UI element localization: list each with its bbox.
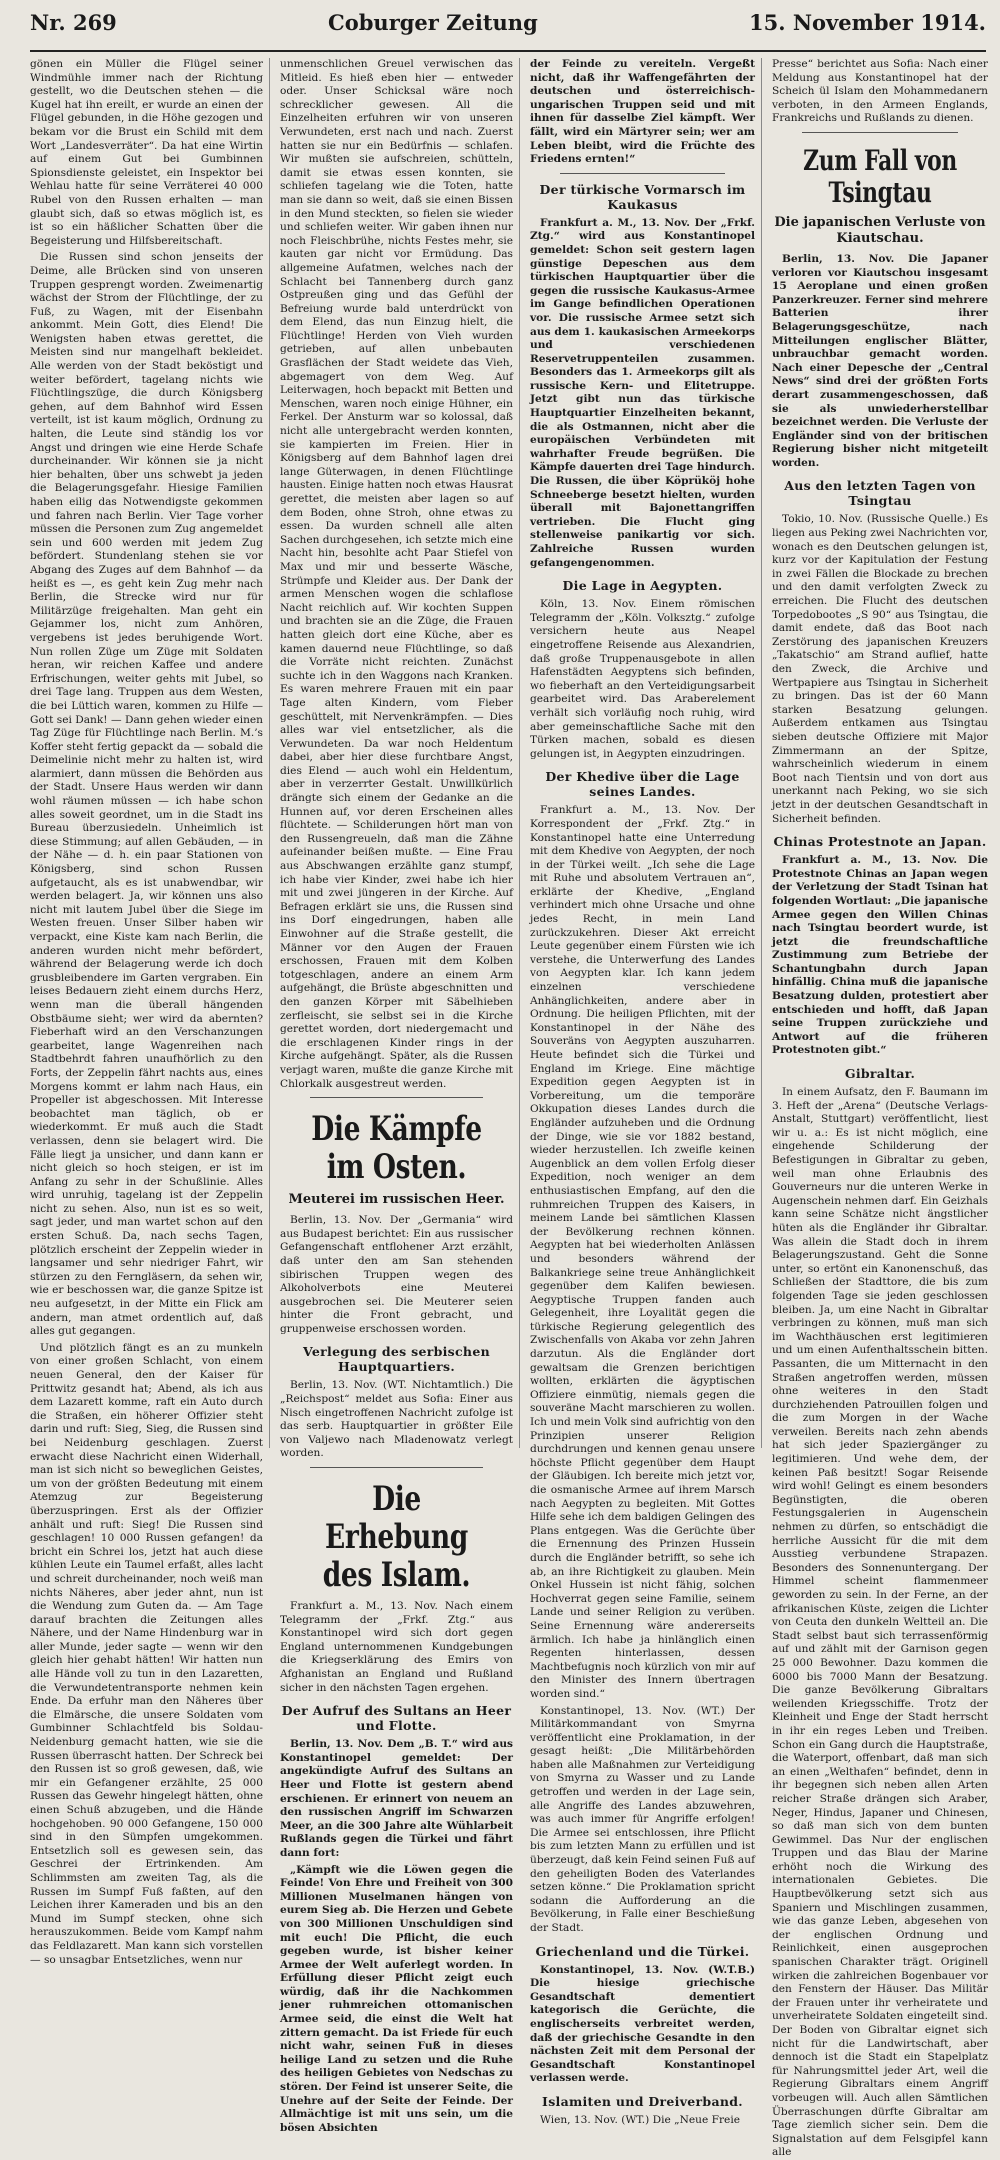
- divider: [802, 132, 958, 133]
- paragraph: der Feinde zu vereiteln. Vergeßt nicht, daß ihr Waffengefährten der deutschen und österreichisch-ungarischen Truppen seid und mit ihnen für dasselbe Ziel kämpft. Wer fällt, wird ein Märtyrer sein; wer am Leben bleibt, wird die Früchte des Friedens ernten!“: [530, 58, 755, 166]
- section-heading: Verlegung des serbischen Hauptquartiers.: [303, 1344, 490, 1375]
- article-columns: [30, 58, 988, 2159]
- section-heading: Die Lage in Aegypten.: [562, 578, 723, 594]
- paragraph: Die Russen sind schon jenseits der Deime, alle Brücken sind von unseren Truppen gesprengt worden. Zweimenartig wächst der Strom der Flüchtlinge, der zu Fuß, zu Wagen, mit der Eisenbahn ankommt. Mein Gott, dies Elend! Die Wenigsten haben etwas gerettet, die Meisten sind nur mangelhaft bekleidet. Alle werden von der Stadt beköstigt und weiter befördert, tagelang nichts wie Flüchtlingszüge, die durch Königsberg gehen, auf dem Bahnhof wird Essen verteilt, ist ist kaum möglich, Ordnung zu halten, die Leute sind ständig los vor Angst und dringen wie eine Herde Schafe durcheinander. Wir können sie ja nicht hier behalten, über uns schwebt ja jeden die Belagerungsgefahr. Hiesige Familien haben eilig das Notwendigste gekommen und fahren nach Berlin. Vier Tage vorher müssen die Personen zum Zug angemeldet sein und 600 werden mit jedem Zug befördert. Stundenlang stehen sie vor Abgang des Zuges auf dem Bahnhof — da heißt es —, es geht kein Zug mehr nach Berlin, die Strecke wird nur für Militärzüge freigehalten. Man geht ein Gejammer los, nicht zum Anhören, vergebens ist jedes beruhigende Wort. Nun rollen Züge um Züge mit Soldaten heran, wir reichen Kaffee und andere Erfrischungen, weiter gehts mit Jubel, so drei Tage lang. Truppen aus dem Westen, die bei Lüttich waren, kommen zu Hilfe — Gott sei Dank! — Dann gehen wieder einen Tag Züge für Flüchtlinge nach Berlin. M.’s Koffer steht fertig gepackt da — sobald die Deimelinie nicht mehr zu halten ist, wird alarmiert, dann müssen die Behörden aus der Stadt. Unsere Haus werden wir dann wohl räumen müssen — ich habe schon alles soweit geordnet, um in die Stadt ins Bureau überzusiedeln. Unheimlich ist diese Stimmung; auf allen Gebäuden, — in der Nähe — d. h. ein paar Stationen von Königsberg, sind schon Russen aufgetaucht, als es ist unabwendbar, wir werden belagert. Ja, wir können uns also nicht mit lautem Jubel über die Siege im Westen freuen. Unser Silber haben wir verpackt, eine Kiste kam nach Berlin, die anderen wurden nicht mehr befördert, während der Belagerung werde ich doch grusbleibendere im Garten vergraben. Ein leises Bedauern zieht einem durchs Herz, wenn man die überall hängenden Obstbäume sieht; wer wird da abernten? Fieberhaft wird an den Verschanzungen gearbeitet, lange Wagenreihen nach Stadtbehrdt fahren unaufhörlich zu den Forts, der Zeppelin fährt nachts aus, eines Morgens kommt er lahm nach Haus, ein Propeller ist abgeschossen. Mit Interesse beobachtet man täglich, ob er wiederkommt. Er muß auch die Stadt verlassen, denn sie belagert wird. Die Fälle liegt ja unsicher, und dann kann er nicht gleich so hoch steigen, er ist im Anfang zu sehr in der Schußlinie. Alles wird unruhig, tagelang ist der Zeppelin nicht zu sehen. Also, nun ist es so weit, sagt jeder, und man wartet schon auf den ersten Schuß. Da, nach sechs Tagen, plötzlich erscheint der Zeppelin wieder in langsamer und sehr niedriger Fahrt, wir stürzen zu den Ferngläsern, da sehen wir, wie er beschossen war, die ganze Spitze ist neu aufgesetzt, in der Mitte ein Flick am andern, man atmet ordentlich auf, daß alles gut gegangen.: [30, 251, 263, 1338]
- issue-date: 15. November 1914.: [748, 10, 986, 35]
- column-2: [280, 58, 520, 2134]
- paragraph: Köln, 13. Nov. Einem römischen Telegramm der „Köln. Volksztg.“ zufolge versichern heute aus Neapel eingetroffene Reisende aus Alexandrien, daß große Truppenausgebote in allen Hafenstädten Aegyptens sich befinden, wo fieberhaft an den Verteidigungsarbeit gearbeitet wird. Das Araberelement verhält sich vorläufig noch ruhig, wird aber gemeinschaftliche Sache mit den Türken machen, sobald es diesen gelungen ist, in Aegypten einzudringen.: [530, 598, 755, 760]
- divider: [310, 1097, 483, 1098]
- section-heading: Islamiten und Dreiverband.: [542, 2093, 743, 2109]
- paragraph: Und plötzlich fängt es an zu munkeln von einer großen Schlacht, von einem neuen General, den der Kaiser für Prittwitz gesandt hat; Abend, als ich aus dem Lazarett komme, raft ein Auto durch die Straßen, ein höherer Offizier steht darin und ruft: Sieg, Sieg, die Russen sind bei Neidenburg geschlagen. Zuerst erwacht diese Nachricht einen Widerhall, man ist sich nicht so beweglichen Geistes, um von der größten Bedeutung mit einem Atemzug zur Begeisterung überzuspringen. Erst als der Offizier anhält und ruft: Sieg! Die Russen sind geschlagen! 10 000 Russen gefangen! da bricht ein Schrei los, jetzt hat auch diese kühlen Leute ein Taumel erfaßt, alles lacht und schreit durcheinander, noch weiß man nichts Näheres, aber jeder ahnt, nun ist die Wendung zum Guten da. — Am Tage darauf brachten die Zeitungen alles Nähere, und der Name Hindenburg war in aller Munde, jeder sagte — wenn wir den gleich hier gehabt hätten! Wir hatten nun alle Hände voll zu tun in den Lazaretten, die Verwundetentransporte nehmen kein Ende. Da erfuhr man den Näheres über die Elmärsche, die unsere Soldaten vom Gumbinner Schlachtfeld bis Soldau-Neidenburg gemacht hatten, wie sie die Russen überrascht hatten. Der Schreck bei den Russen ist so groß gewesen, daß, wie mir ein Gefangener erzählte, 25 000 Russen das Gewehr hingelegt hätten, ohne einen Schuß abzugeben, und die Hände hochgehoben. 90 000 Gefangene, 150 000 sind in den Sümpfen umgekommen. Entsetzlich soll es gewesen sein, das Geschrei der Ertrinkenden. Am Schlimmsten am zweiten Tag, als die Russen im Sumpf Fuß faßten, auf den Leichen ihrer Kameraden und bis an den Mund im Sumpf stecken, ohne sich herauszukommen. Beide vom Kampf nahm das Feldlazarett. Man kann sich vorstellen — so unsagbar Entsetzliches, wenn nur: [30, 1341, 263, 1966]
- paragraph: „Kämpft wie die Löwen gegen die Feinde! Von Ehre und Freiheit von 300 Millionen Muselmanen hängen von eurem Sieg ab. Die Herzen und Gebete von 300 Millionen Unschuldigen sind mit euch! Die Pflicht, die euch gegeben wurde, ist bisher keiner Armee der Welt auferlegt worden. In Erfüllung dieser Pflicht zeigt euch würdig, daß ihr die Nachkommen jener ruhmreichen ottomanischen Armee seid, die einst die Welt hat zittern gemacht. Da ist Friede für euch nicht wahr, seinen Fuß in dieses heilige Land zu setzen und die Ruhe des heiligen Gebietes von Nedschas zu stören. Der Feind ist unserer Seite, die Unehre auf der Seite der Feinde. Der Allmächtige ist mit uns sein, um die bösen Absichten: [280, 1863, 513, 2134]
- subheadline: Die japanischen Verluste von Kiautschau.: [774, 214, 986, 246]
- paragraph: Wien, 13. Nov. (WT.) Die „Neue Freie: [540, 2113, 740, 2126]
- paragraph: In einem Aufsatz, den F. Baumann im 3. Heft der „Arena“ (Deutsche Verlags-Anstalt, Stuttgart) veröffentlicht, liest wir u. a.: Es ist nicht möglich, eine eingehende Schilderung der Befestigungen in Gibraltar zu geben, weil man ohne Erlaubnis des Gouverneurs nur die unteren Werke in Augenschein nehmen darf. Ein Geizhals kann seine Schätze nicht ängstlicher hüten als die Engländer ihr Gibraltar. Was allein die Stadt doch in ihrem Belagerungszustand. Geht die Sonne unter, so ertönt ein Kanonenschuß, das Schließen der Stadttore, die bis zum folgenden Tage sie jeden geschlossen bleiben. Ja, um eine Nacht in Gibraltar verbringen zu können, muß man sich im Wachthäuschen erst legitimieren und um einen Aufenthaltsschein bitten. Passanten, die um Mitternacht in den Straßen angetroffen werden, müssen ohne weiteres in den Stadt durchziehenden Patrouillen folgen und die zum Morgen in der Wache verweilen. Bereits nach zehn abends hat sich jeder Spaziergänger zu legitimieren. Und wehe dem, der keinen Paß besitzt! Sogar Reisende wird wohl! Gelingt es einem besonders Begünstigten, die oberen Festungsgalerien in Augenschein nehmen zu dürfen, so entschädigt die herrliche Aussicht für die mit dem Ausstieg verbundene Strapazen. Besonders des Sonnenuntergang. Der Himmel scheint flammenmeer geworden zu sein. In der Ferne, an der afrikanischen Küste, zeigen die Lichter von Ceuta den dunkeln Weltteil an. Die Stadt selbst baut sich terrassenförmig auf und zählt mit der Garnison gegen 25 000 Bewohner. Dazu kommen die 6000 bis 7000 Mann der Besatzung. Die ganze Bevölkerung Gibraltars weilenden Kriegsschiffe. Trotz der Kleinheit und Enge der Stadt herrscht in ihr ein reges Leben und Treiben. Schon ein Gang durch die Hauptstraße, die Waterport, offenbart, daß man sich an einen „Welthafen“ befindet, denn in ihr begegnen sich neben allen Arten reicher Straße drängen sich Araber, Neger, Hindus, Japaner und Chinesen, so daß man sich von dem bunten Gewimmel. Das Nur der englischen Truppen und das Blau der Marine erhöht noch die Wirkung des internationalen Gebietes. Die Hauptbevölkerung setzt sich aus Spaniern und Mischlingen zusammen, wie das ganze Leben, abgesehen von der englischen Ordnung und Reinlichkeit, einen ausgeprochen spanischen Charakter trägt. Originell wirken die zahlreichen Bogenbauer vor den Fenstern der Häuser. Das Militär der Frauen unter ihr verheiratete und unverheiratete Soldaten eingeteilt sind. Der Boden von Gibraltar eignet sich nicht für die Landwirtschaft, aber dennoch ist die Stadt ein Stapelplatz für Nahrungsmittel jeder Art, weil die Regierung Gibraltars einem Angriff vorbeugen will. Auch allen Sämtlichen Überraschungen dürfte Gibraltar am Tage ziemlich sicher sein. Dem die Signalstation auf dem Felsgipfel kann alle: [772, 1086, 988, 2159]
- paragraph: gönen ein Müller die Flügel seiner Windmühle immer nach der Richtung gestellt, wo die Deutschen stehen — die Kugel hat ihn ereilt, er wurde an einen der Flügel gebunden, in die Höhe gezogen und bekam vor die Brust ein Schild mit dem Wort „Landesverräter“. Da hat eine Wirtin auf einem Gut bei Gumbinnen Spionsdienste geleistet, ein Inspektor bei Wehlau hatte für seine Verräterei 40 000 Rubel von den Russen erhalten — man glaubt sich, daß so etwas möglich ist, es ist so ein häßlicher Schatten über die Begeisterung und Hilfsbereitschaft.: [30, 58, 263, 247]
- paragraph: Frankfurt a. M., 13. Nov. Der Korrespondent der „Frkf. Ztg.“ in Konstantinopel hatte eine Unterredung mit dem Khedive von Aegypten, der noch in der Türkei weilt. „Ich sehe die Lage mit Ruhe und absolutem Vertrauen an“, erklärte der Khedive, „England verhindert mich ohne Ursache und ohne jedes Recht, in mein Land zurückzukehren. Dieser Akt erreicht Leute gegenüber einem Fürsten wie ich verstehe, die Unterwerfung des Landes von Aegypten klar. Ich kann jedem einzelnen verschiedene Anhänglichkeiten, andere aber in Ordnung. Die heiligen Pflichten, mit der Konstantinopel in der Nähe des Souveräns von Aegypten auszuharren. Heute befindet sich die Türkei und England im Kriege. Eine mächtige Expedition gegen Aegypten ist in Vorbereitung, um die temporäre Okkupation dieses Landes durch die Engländer aufzuheben und die Ordnung der Dinge, wie sie vor 1882 bestand, wieder herzustellen. Ich zweifle keinen Augenblick an dem vollen Erfolg dieser Expedition, noch weniger an dem enthusiastischen Empfang, auf den die ruhmreichen Truppen des Kaisers, in meinem Lande bei sämtlichen Klassen der Bevölkerung rechnen können. Aegypten hat bei wiederholten Anlässen und besonders während der Balkankriege seine treue Anhänglichkeit gegenüber dem Kalifen bewiesen. Aegyptische Truppen fanden auch Gelegenheit, ihre Loyalität gegen die türkische Regierung gelegentlich des Zwischenfalls von Akaba vor zehn Jahren darzutun. Als die Engländer dort gewaltsam die Grenzen berichtigen wollten, erklärten die ägyptischen Offiziere einmütig, niemals gegen die souveräne Macht marschieren zu wollen. Ich und mein Volk sind aufrichtig von den Prinzipien unserer Religion durchdrungen und kennen genau unsere höchste Pflicht gegenüber dem Haupt der Gläubigen. Ich bereite mich jetzt vor, die osmanische Armee auf ihrem Marsch nach Aegypten zu begleiten. Mit Gottes Hilfe sehe ich dem baldigen Gelingen des Plans entgegen. Was die Gerüchte über die Ernennung des Prinzen Hussein durch die Engländer betrifft, so sehe ich ab, an ihre Richtigkeit zu glauben. Mein Onkel Hussein ist nicht fähig, solchen Hochverrat gegen seine Familie, seinem Lande und seiner Religion zu verüben. Seine Ernennung wäre andererseits ärmlich. Ich habe ja hinlänglich einen Regenten hinterlassen, dessen Machtbefugnis noch kürzlich von mir auf den Minister des Innern übertragen worden sind.“: [530, 804, 755, 1700]
- headline-kaempfe-im-osten: Die Kämpfe im Osten.: [311, 1109, 482, 1188]
- paragraph: Frankfurt a. M., 13. Nov. Die Protestnote Chinas an Japan wegen der Verletzung der Stadt Tsinan hat folgenden Wortlaut: „Die japanische Armee gegen den Willen Chinas nach Tsingtau beordert wurde, ist jetzt die freundschaftliche Zustimmung zum Betriebe der Schantungbahn durch Japan hinfällig. China muß die japanische Besatzung dulden, protestiert aber entschieden und hofft, daß Japan seine Truppen zurückziehe und Antwort auf die früheren Protestnoten gibt.“: [772, 854, 988, 1057]
- column-1: [30, 58, 270, 1966]
- section-heading: Griechenland und die Türkei.: [535, 1943, 750, 1959]
- paragraph: Konstantinopel, 13. Nov. (W.T.B.) Die hiesige griechische Gesandtschaft dementiert kategorisch die Gerüchte, die englischerseits verbreitet werden, daß der griechische Gesandte in den nächsten Zeit mit dem Personal der Gesandtschaft Konstantinopel verlassen werde.: [530, 1963, 755, 2085]
- masthead: [30, 10, 986, 52]
- divider: [310, 1467, 483, 1468]
- paragraph: Frankfurt a. M., 13. Nov. Der „Frkf. Ztg.“ wird aus Konstantinopel gemeldet: Schon seit gestern lagen günstige Depeschen aus dem türkischen Hauptquartier über die gegen die russische Kaukasus-Armee im Gange befindlichen Operationen vor. Die russische Armee setzt sich aus dem 1. kaukasischen Armeekorps und verschiedenen Reservetruppenteilen zusammen. Besonders das 1. Armeekorps gilt als russische Kern- und Elitetruppe. Jetzt gibt nun das türkische Hauptquartier Einzelheiten bekannt, die als Ostmannen, nicht aber die europäischen Verbündeten mit wahrhafter Freude begrüßen. Die Kämpfe dauerten drei Tage hindurch. Die Russen, die über Köprüköj hohe Schneeberge besetzt hielten, wurden überall mit Bajonettangriffen vertrieben. Die Flucht ging stellenweise panikartig vor sich. Zahlreiche Russen wurden gefangengenommen.: [530, 216, 755, 569]
- issue-number: Nr. 269: [30, 10, 117, 35]
- divider: [560, 173, 725, 174]
- subheadline: Meuterei im russischen Heer.: [288, 1192, 505, 1208]
- paragraph: Berlin, 13. Nov. Der „Germania“ wird aus Budapest berichtet: Ein aus russischer Gefangenschaft entflohener Arzt erzählt, daß unter den am San stehenden sibirischen Truppen wegen des Alkoholverbots eine Meuterei ausgebrochen sei. Die Meuterer seien hinter die Front gebracht, und gruppenweise erschossen worden.: [280, 1214, 513, 1335]
- paragraph: Berlin, 13. Nov. Die Japaner verloren vor Kiautschou insgesamt 15 Aeroplane und einen großen Panzerkreuzer. Ferner sind mehrere Batterien ihrer Belagerungsgeschütze, nach Mitteilungen englischer Blätter, unbrauchbar gemacht worden. Nach einer Depesche der „Central News“ sind drei der größten Forts derart zusammengeschossen, daß sie als unwiederherstellbar bezeichnet werden. Die Verluste der Engländer sind von der britischen Regierung bisher nicht mitgeteilt worden.: [772, 252, 988, 469]
- paragraph: Tokio, 10. Nov. (Russische Quelle.) Es liegen aus Peking zwei Nachrichten vor, wonach es den Deutschen gelungen ist, kurz vor der Kapitulation der Festung in zwei Fällen die Blockade zu brechen und den damit verfolgten Zweck zu erreichen. Die Flucht des deutschen Torpedobootes „S 90“ aus Tsingtau, die damit endete, daß das Boot nach Zerstörung des japanischen Kreuzers „Takatschio“ am Strand auflief, hatte den Zweck, die Archive und Wertpapiere aus Tsingtau in Sicherheit zu bringen. Das ist der 60 Mann starken Besatzung gelungen. Außerdem entkamen aus Tsingtau sieben deutsche Offiziere mit Major Zimmermann an der Spitze, wahrscheinlich wiederum in einem Boot nach Tientsin und von dort aus unerkannt nach Peking, wo sie sich jetzt in der deutschen Gesandtschaft in Sicherheit befinden.: [772, 513, 988, 825]
- paragraph: Frankfurt a. M., 13. Nov. Nach einem Telegramm der „Frkf. Ztg.“ aus Konstantinopel wird sich dort gegen England unternommenen Kundgebungen die Kriegserklärung des Emirs von Afghanistan an England und Rußland sicher in den nächsten Tagen ergehen.: [280, 1600, 513, 1694]
- section-heading: Der Aufruf des Sultans an Heer und Flotte.: [281, 1703, 512, 1734]
- section-heading: Der Khedive über die Lage seines Landes.: [545, 769, 740, 800]
- newspaper-title: Coburger Zeitung: [328, 10, 538, 35]
- paragraph: Konstantinopel, 13. Nov. (WT.) Der Militärkommandant von Smyrna veröffentlicht eine Proklamation, in der gesagt heißt: „Die Militärbehörden haben alle Maßnahmen zur Verteidigung von Smyrna zu Wasser und zu Lande getroffen und werden in der Lage sein, alle Angriffe des Landes abzuwehren, was auch immer für Angriffe erfolgen! Die Armee sei entschlossen, ihre Pflicht bis zum letzten Mann zu erfüllen und ist überzeugt, daß kein Feind seinen Fuß auf den geheiligten Boden des Vaterlandes setzen könne.“ Die Proklamation spricht sodann die Aufforderung an die Bevölkerung, in Falle einer Beschießung der Stadt.: [530, 1704, 755, 1934]
- section-heading: Aus den letzten Tagen von Tsingtau: [784, 478, 976, 509]
- headline-fall-von-tsingtau: Zum Fall von Tsingtau: [803, 143, 957, 209]
- paragraph: unmenschlichen Greuel verwischen das Mitleid. Es hieß eben hier — entweder oder. Unser Schicksal wäre noch schrecklicher gewesen. All die Einzelheiten erfuhren wir von unseren Verwundeten, erst nach und nach. Zuerst hatten sie nur ein Bedürfnis — schlafen. Wir mußten sie aufschreien, schütteln, damit sie etwas essen konnten, sie schliefen tagelang wie die Toten, hatte man sie dann so weit, daß sie einen Bissen in den Mund steckten, so fielen sie wieder und schliefen weiter. Wir gaben ihnen nur noch Fleischbrühe, nichts Festes mehr, sie kauten gar nicht vor Ermüdung. Das allgemeine Aufatmen, welches nach der Schlacht bei Tannenberg durch ganz Ostpreußen ging und das Gefühl der Befreiung wurde bald unterdrückt von dem Elend, das nun Einzug hielt, die Flüchtlinge! Herden von Vieh wurden getrieben, auf allen unbebauten Grasflächen der Stadt weidete das Vieh, abgemagert von dem Weg. Auf Leiterwagen, hoch bepackt mit Betten und Menschen, waren noch einige Hühner, ein Ferkel. Der Ansturm war so kolossal, daß nicht alle untergebracht werden konnten, sie kampierten im Freien. Hier in Königsberg auf dem Bahnhof lagen drei lange Güterwagen, in denen Flüchtlinge hausten. Einige hatten noch etwas Hausrat gerettet, die meisten aber lagen so auf dem Boden, ohne Stroh, ohne etwas zu essen. Da wurden schnell alle alten Sachen durchgesehen, ich setzte mich eine Nacht hin, besohlte acht Paar Stiefel von Max und mir und besserte Wäsche, Strümpfe und Kleider aus. Der Dank der armen Menschen wogen die schlaflose Nacht reichlich auf. Wir kochten Suppen und brachten sie an die Züge, die Frauen hatten gleich dort eine Küche, aber es kamen dauernd neue Flüchtlinge, so daß die Vorräte nicht reichten. Zunächst suchte ich in den Waggons nach Kranken. Es waren mehrere Frauen mit ein paar Tage alten Kindern, vom Fieber geschüttelt, mit Nervenkrämpfen. — Dies alles war viel entsetzlicher, als die Verwundeten. Da war noch Heldentum dabei, aber hier diese furchtbare Angst, dies Elend — auch wohl ein Heldentum, aber in verzerrter Gestalt. Unwillkürlich drängte sich einem der Gedanke an die Hunnen auf, vor deren Erscheinen alles flüchtete. — Schilderungen hört man von den Russengreueln, daß man die Zähne aufeinander beißen mußte. — Eine Frau aus Abschwangen erzählte ganz stumpf, ich habe vier Kinder, zwei habe ich hier mit und zwei jüngeren in der Kirche. Auf Befragen erklärt sie uns, die Russen sind ins Dorf eingedrungen, haben alle Einwohner auf die Straße gestellt, die Männer vor den Augen der Frauen erschossen, Frauen mit dem Kolben totgeschlagen, andere an einem Arm aufgehängt, die Brüste abgeschnitten und den ganzen Körper mit Säbelhieben zerfleischt, sie selbst sei in die Kirche gerettet worden, dort niedergemacht und die erschlagenen Kinder rings in der Kirche aufgehängt. Später, als die Russen verjagt waren, mußte die ganze Kirche mit Chlorkalk ausgestreut werden.: [280, 58, 513, 1090]
- section-heading: Gibraltar.: [844, 1066, 916, 1082]
- paragraph: Berlin, 13. Nov. (WT. Nichtamtlich.) Die „Reichspost“ meldet aus Sofia: Einer aus Nisch eingetroffenen Nachricht zufolge ist das serb. Hauptquartier in größter Eile von Valjewo nach Mladenowatz verlegt worden.: [280, 1379, 513, 1460]
- paragraph: Berlin, 13. Nov. Dem „B. T.“ wird aus Konstantinopel gemeldet: Der angekündigte Aufruf des Sultans an Heer und Flotte ist gestern abend erschienen. Er erinnert von neuem an den russischen Angriff im Schwarzen Meer, an die 300 Jahre alte Wühlarbeit Rußlands gegen die Türkei und fährt dann fort:: [280, 1738, 513, 1859]
- section-heading: Der türkische Vormarsch im Kaukasus: [539, 181, 746, 212]
- column-3: [530, 58, 762, 2126]
- section-heading: Chinas Protestnote an Japan.: [773, 834, 987, 850]
- column-4: [772, 58, 994, 2159]
- headline-erhebung-des-islam: Die Erhebung des Islam.: [322, 1479, 471, 1596]
- paragraph: Presse“ berichtet aus Sofia: Nach einer Meldung aus Konstantinopel hat der Scheich ül Islam den Mohammedanern verboten, in den Armeen Englands, Frankreichs und Rußlands zu dienen.: [772, 58, 988, 125]
